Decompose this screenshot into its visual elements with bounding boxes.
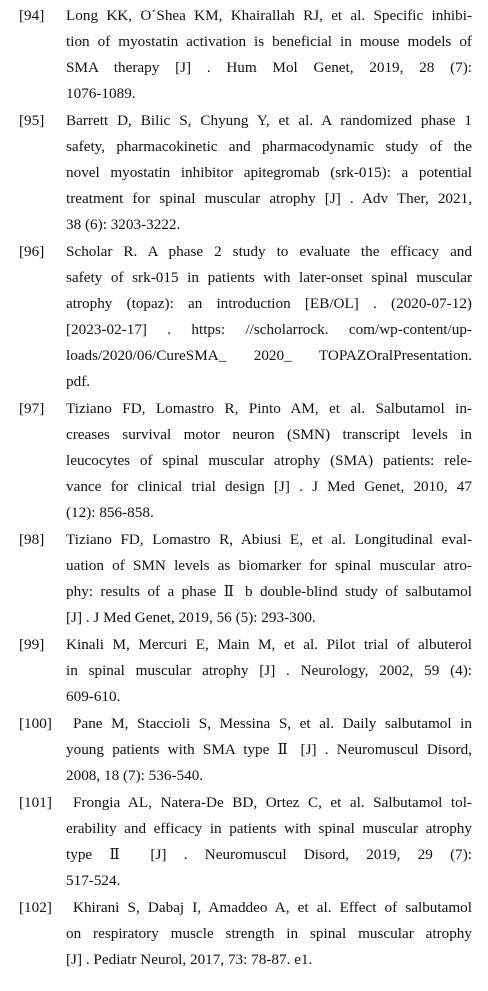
reference-line: erability and efficacy in patients with spinal muscular atrophy (66, 820, 472, 837)
reference-line: on respiratory muscle strength in spinal muscular atrophy (66, 925, 472, 942)
reference-line: Long KK, O´Shea KM, Khairallah RJ, et al. Specific inhibi- (66, 7, 472, 24)
reference-number: [98] (19, 531, 45, 548)
reference-number: [97] (19, 400, 45, 417)
reference-line: Pane M, Staccioli S, Messina S, et al. Daily salbutamol in (73, 715, 472, 732)
reference-line: Kinali M, Mercuri E, Main M, et al. Pilot trial of albuterol (66, 636, 472, 653)
reference-line: 2008, 18 (7): 536-540. (66, 767, 204, 784)
reference-line: treatment for spinal muscular atrophy [J] . Adv Ther, 2021, (66, 190, 472, 207)
reference-line: 1076-1089. (66, 85, 136, 102)
reference-line: 517-524. (66, 872, 121, 889)
reference-line: atrophy (topaz): an introduction [EB/OL] . (2020-07-12) (66, 295, 472, 312)
reference-number: [96] (19, 243, 45, 260)
reference-line: Khirani S, Dabaj I, Amaddeo A, et al. Effect of salbutamol (73, 899, 472, 916)
reference-line: type Ⅱ [J] . Neuromuscul Disord, 2019, 29 (7): (66, 846, 472, 863)
reference-line: [J] . Pediatr Neurol, 2017, 73: 78-87. e1. (66, 951, 313, 968)
reference-line: safety, pharmacokinetic and pharmacodynamic study of the (66, 138, 472, 155)
reference-line: phy: results of a phase Ⅱ b double-blind study of salbutamol (66, 583, 472, 600)
reference-line: loads/2020/06/CureSMA_ 2020_ TOPAZOralPresentation. (66, 347, 472, 364)
reference-line: 609-610. (66, 688, 121, 705)
reference-line: vance for clinical trial design [J] . J Med Genet, 2010, 47 (66, 478, 472, 495)
reference-number: [99] (19, 636, 45, 653)
reference-line: tion of myostatin activation is beneficial in mouse models of (66, 33, 472, 50)
reference-number: [95] (19, 112, 45, 129)
reference-line: safety of srk-015 in patients with later-onset spinal muscular (66, 269, 472, 286)
reference-number: [100] (19, 715, 52, 732)
reference-line: Tiziano FD, Lomastro R, Pinto AM, et al. Salbutamol in- (66, 400, 472, 417)
reference-number: [102] (19, 899, 52, 916)
reference-line: uation of SMN levels as biomarker for spinal muscular atro- (66, 557, 472, 574)
reference-number: [101] (19, 794, 52, 811)
reference-line: [2023-02-17] . https: //scholarrock. com/wp-content/up- (66, 321, 472, 338)
reference-line: young patients with SMA type Ⅱ [J] . Neuromuscul Disord, (66, 741, 472, 758)
reference-line: in spinal muscular atrophy [J] . Neurology, 2002, 59 (4): (66, 662, 472, 679)
reference-line: (12): 856-858. (66, 504, 154, 521)
reference-line: Tiziano FD, Lomastro R, Abiusi E, et al. Longitudinal eval- (66, 531, 472, 548)
reference-line: SMA therapy [J] . Hum Mol Genet, 2019, 28 (7): (66, 59, 472, 76)
reference-line: [J] . J Med Genet, 2019, 56 (5): 293-300. (66, 609, 316, 626)
reference-line: 38 (6): 3203-3222. (66, 216, 181, 233)
reference-line: novel myostatin inhibitor apitegromab (srk-015): a potential (66, 164, 472, 181)
reference-line: creases survival motor neuron (SMN) transcript levels in (66, 426, 472, 443)
reference-line: Frongia AL, Natera-De BD, Ortez C, et al. Salbutamol tol- (73, 794, 472, 811)
reference-line: pdf. (66, 373, 91, 390)
reference-number: [94] (19, 7, 45, 24)
reference-line: Barrett D, Bilic S, Chyung Y, et al. A randomized phase 1 (66, 112, 472, 129)
reference-line: leucocytes of spinal muscular atrophy (SMA) patients: rele- (66, 452, 472, 469)
reference-line: Scholar R. A phase 2 study to evaluate the efficacy and (66, 243, 472, 260)
